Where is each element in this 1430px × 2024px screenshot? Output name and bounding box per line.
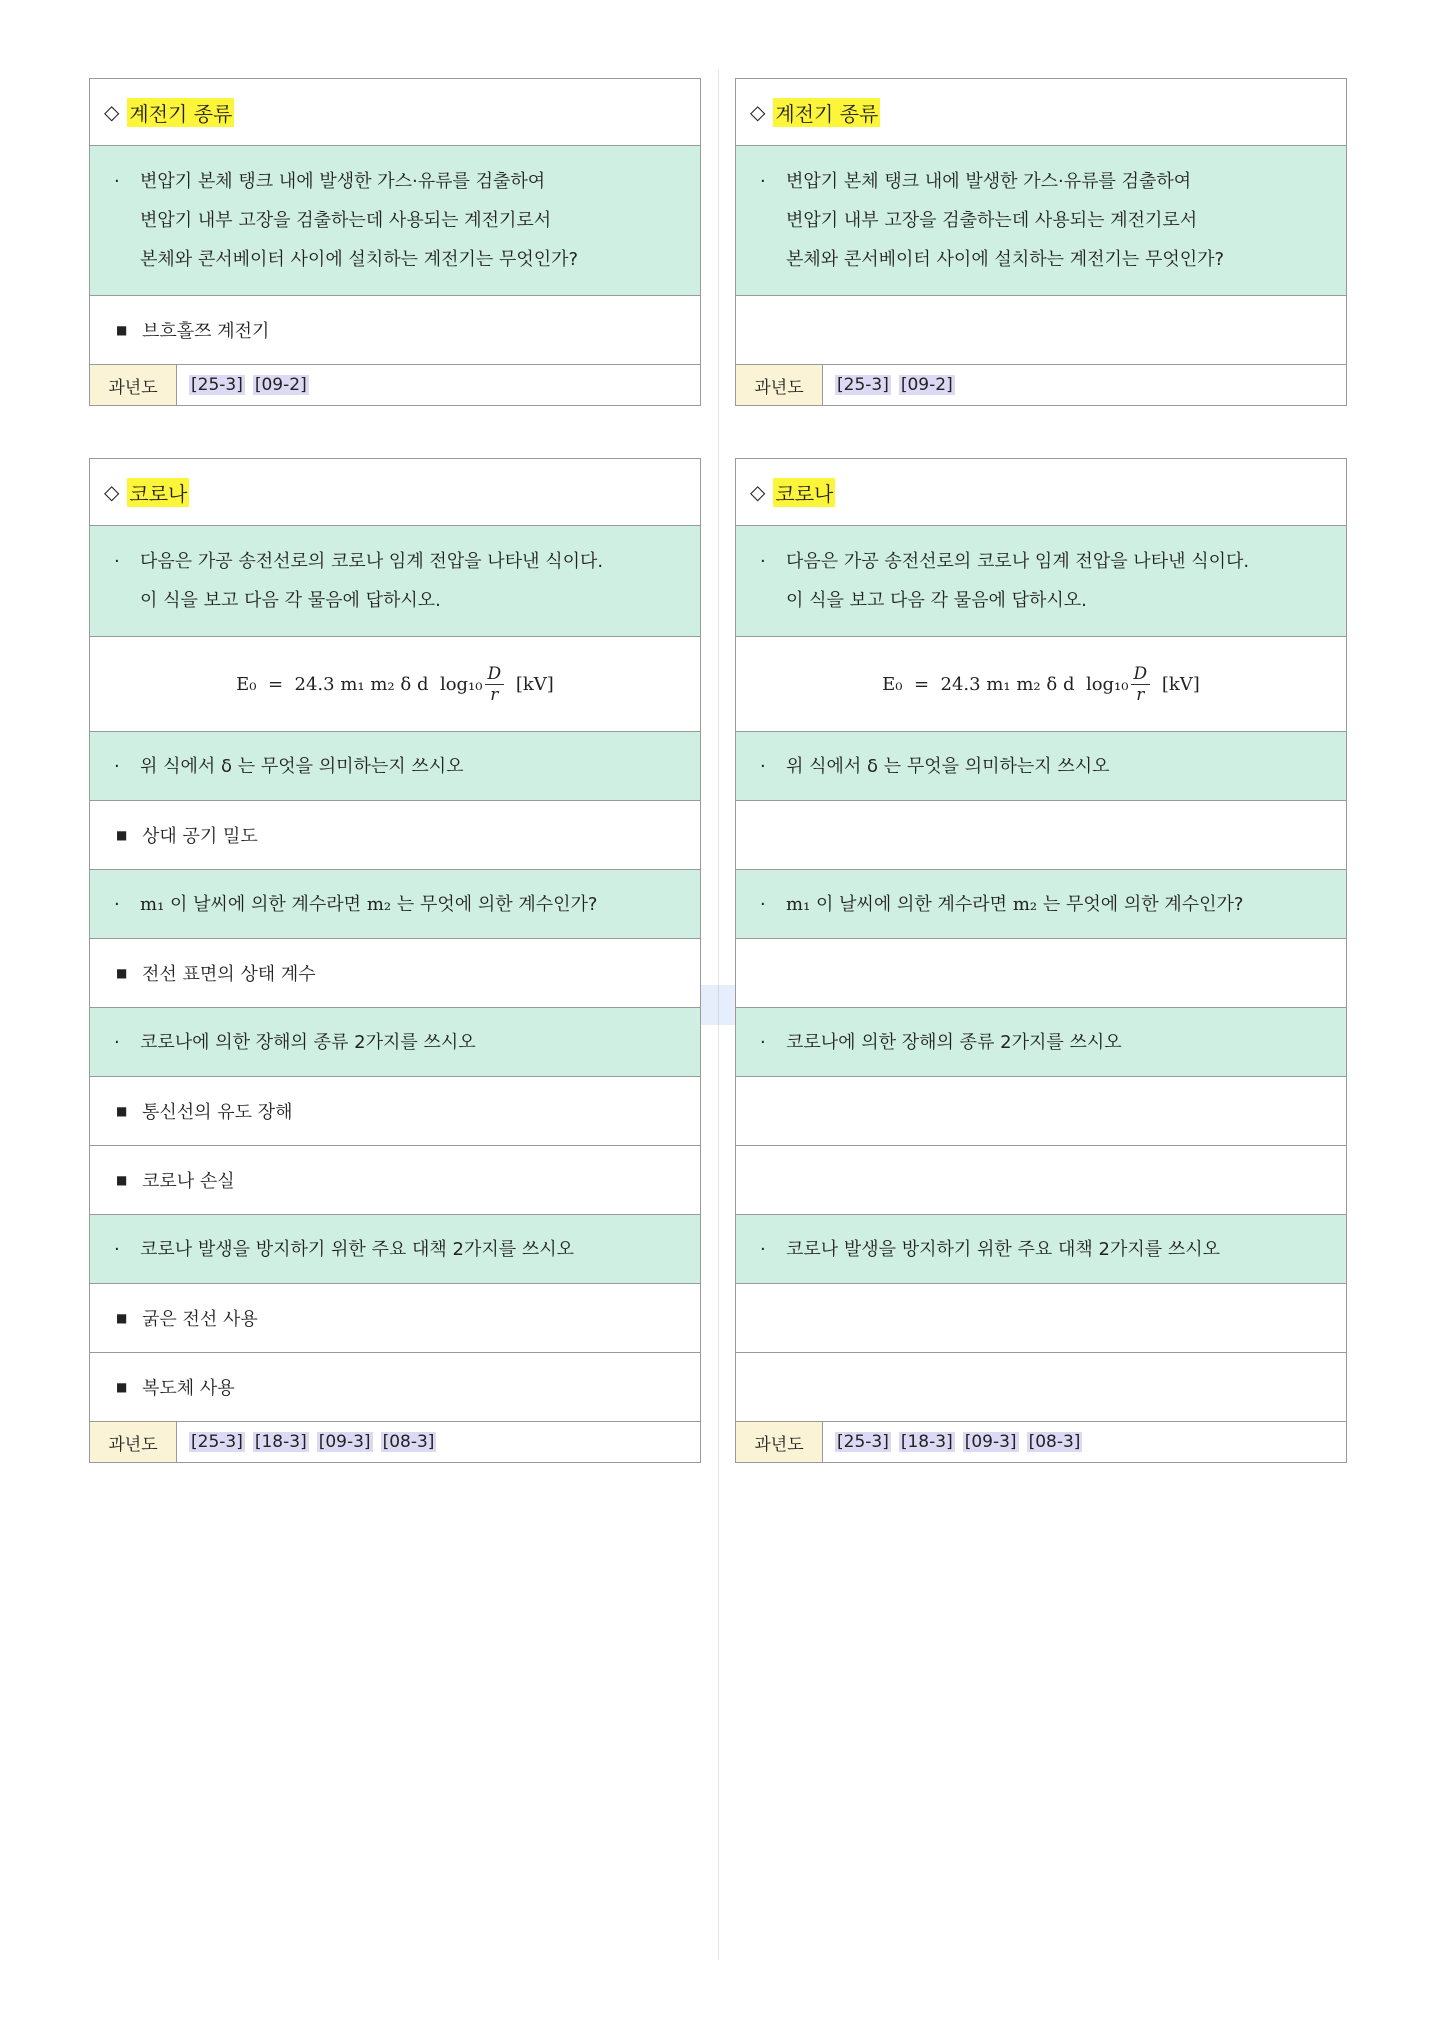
year-row	[90, 365, 700, 405]
year-tag: [09-3]	[964, 1432, 1017, 1452]
year-tag: [25-3]	[191, 375, 243, 395]
year-label: 과년도	[736, 1422, 823, 1462]
card-title-row	[90, 459, 700, 526]
answer-text: 복도체 사용	[142, 1378, 235, 1399]
question-row	[736, 870, 1346, 939]
card-title-row	[736, 459, 1346, 526]
formula-row	[736, 637, 1346, 732]
square-bullet-icon: ■	[116, 1104, 128, 1118]
question-text: 코로나 발생을 방지하기 위한 주요 대책 2가지를 쓰시오	[140, 1238, 575, 1260]
symbol-m1: m₁	[140, 893, 165, 915]
answer-text: 코로나 손실	[142, 1171, 235, 1192]
question-text: 는 무엇에 의한 계수인가?	[396, 893, 598, 915]
symbol-m2: m₂	[1012, 893, 1038, 915]
question-line: 변압기 본체 탱크 내에 발생한 가스·유류를 검출하여	[786, 171, 1192, 192]
bullet-dot-icon: ·	[760, 171, 766, 192]
bullet-dot-icon: ·	[114, 755, 120, 777]
formula-delta-d: δ d	[400, 673, 429, 695]
question-text: 코로나에 의한 장해의 종류 2가지를 쓰시오	[140, 1031, 476, 1053]
square-bullet-icon: ■	[116, 1173, 128, 1187]
question-row	[90, 146, 700, 296]
relay-card-blank	[735, 78, 1347, 406]
year-label: 과년도	[90, 365, 177, 405]
year-tag: [08-3]	[1028, 1432, 1081, 1452]
answer-row	[90, 1284, 700, 1353]
formula-fraction	[1131, 664, 1151, 705]
formula-m2: m₂	[370, 673, 395, 695]
symbol-m2: m₂	[366, 893, 392, 915]
question-line: 변압기 본체 탱크 내에 발생한 가스·유류를 검출하여	[140, 171, 546, 192]
answer-text: 통신선의 유도 장해	[142, 1102, 293, 1123]
question-line: 본체와 콘서베이터 사이에 설치하는 계전기는 무엇인가?	[140, 249, 579, 270]
square-bullet-icon: ■	[116, 1380, 128, 1394]
question-line: 본체와 콘서베이터 사이에 설치하는 계전기는 무엇인가?	[786, 249, 1225, 270]
fraction-numerator: D	[485, 664, 505, 685]
answer-row	[90, 801, 700, 870]
blank-answer-row	[736, 296, 1346, 365]
year-row	[736, 1422, 1346, 1462]
corona-card-blank	[735, 458, 1347, 1463]
answer-text: 전선 표면의 상태 계수	[142, 964, 316, 985]
question-row	[90, 1008, 700, 1077]
square-bullet-icon: ■	[116, 1311, 128, 1325]
formula-coef: 24.3	[940, 673, 981, 695]
question-text: 이 날씨에 의한 계수라면	[816, 893, 1008, 915]
bullet-dot-icon: ·	[114, 1031, 120, 1053]
formula-lhs: E₀	[236, 673, 257, 695]
question-line: 변압기 내부 고장을 검출하는데 사용되는 계전기로서	[140, 210, 552, 231]
card-title: 코로나	[127, 478, 189, 507]
right-column-blank	[735, 78, 1347, 1515]
bullet-dot-icon: ·	[760, 1031, 766, 1053]
answer-row	[90, 296, 700, 365]
square-bullet-icon: ■	[116, 323, 128, 337]
blank-answer-row	[736, 1284, 1346, 1353]
year-tag: [25-3]	[837, 1432, 889, 1452]
corona-card-answers	[89, 458, 701, 1463]
answer-row	[90, 1146, 700, 1215]
answer-text: 상대 공기 밀도	[142, 826, 258, 847]
year-tag: [18-3]	[254, 1432, 307, 1452]
answer-row	[90, 1077, 700, 1146]
year-tag: [09-3]	[318, 1432, 371, 1452]
formula-coef: 24.3	[294, 673, 335, 695]
year-tag: [09-2]	[900, 375, 953, 395]
bullet-dot-icon: ·	[760, 1238, 766, 1260]
fraction-numerator: D	[1131, 664, 1151, 685]
question-text: 코로나 발생을 방지하기 위한 주요 대책 2가지를 쓰시오	[786, 1238, 1221, 1260]
intro-line: 다음은 가공 송전선로의 코로나 임계 전압을 나타낸 식이다.	[140, 551, 604, 572]
formula-eq: =	[267, 673, 284, 695]
relay-card-answers	[89, 78, 701, 406]
formula-unit: [kV]	[515, 673, 554, 695]
question-row	[736, 1215, 1346, 1284]
left-column-answers	[89, 78, 701, 1515]
year-row	[736, 365, 1346, 405]
question-row	[90, 1215, 700, 1284]
fraction-denominator: r	[490, 684, 499, 705]
formula-row	[90, 637, 700, 732]
intro-line: 다음은 가공 송전선로의 코로나 임계 전압을 나타낸 식이다.	[786, 551, 1250, 572]
square-bullet-icon: ■	[116, 828, 128, 842]
question-text: 이 날씨에 의한 계수라면	[170, 893, 362, 915]
intro-line: 이 식을 보고 다음 각 물음에 답하시오.	[140, 590, 441, 611]
year-tag: [08-3]	[382, 1432, 435, 1452]
blank-answer-row	[736, 1077, 1346, 1146]
question-row	[90, 732, 700, 801]
blank-answer-row	[736, 801, 1346, 870]
formula-delta-d: δ d	[1046, 673, 1075, 695]
formula-m1: m₁	[340, 673, 365, 695]
year-tag: [25-3]	[837, 375, 889, 395]
bullet-dot-icon: ·	[114, 893, 120, 915]
bullet-dot-icon: ·	[760, 551, 766, 572]
year-row	[90, 1422, 700, 1462]
question-row	[736, 146, 1346, 296]
diamond-icon: ◇	[750, 480, 766, 504]
diamond-icon: ◇	[750, 100, 766, 124]
question-line: 변압기 내부 고장을 검출하는데 사용되는 계전기로서	[786, 210, 1198, 231]
formula-m2: m₂	[1016, 673, 1041, 695]
question-text: 위 식에서 δ 는 무엇을 의미하는지 쓰시오	[140, 755, 464, 777]
bullet-dot-icon: ·	[114, 1238, 120, 1260]
formula-unit: [kV]	[1161, 673, 1200, 695]
formula-m1: m₁	[986, 673, 1011, 695]
year-tag: [09-2]	[254, 375, 307, 395]
question-row	[90, 870, 700, 939]
year-tag: [18-3]	[900, 1432, 953, 1452]
symbol-m1: m₁	[786, 893, 811, 915]
formula-log: log₁₀	[1085, 673, 1129, 695]
question-text: 는 무엇에 의한 계수인가?	[1042, 893, 1244, 915]
blank-answer-row	[736, 939, 1346, 1008]
card-title: 계전기 종류	[773, 98, 880, 127]
card-title-row	[736, 79, 1346, 146]
answer-row	[90, 939, 700, 1008]
page-center-divider	[718, 70, 719, 1960]
question-row	[736, 1008, 1346, 1077]
square-bullet-icon: ■	[116, 966, 128, 980]
intro-line: 이 식을 보고 다음 각 물음에 답하시오.	[786, 590, 1087, 611]
fraction-denominator: r	[1136, 684, 1145, 705]
bullet-dot-icon: ·	[114, 171, 120, 192]
blank-answer-row	[736, 1353, 1346, 1422]
formula-fraction	[485, 664, 505, 705]
card-title: 계전기 종류	[127, 98, 234, 127]
blank-answer-row	[736, 1146, 1346, 1215]
formula-log: log₁₀	[439, 673, 483, 695]
year-label: 과년도	[90, 1422, 177, 1462]
bullet-dot-icon: ·	[760, 755, 766, 777]
intro-row	[90, 526, 700, 637]
year-tag: [25-3]	[191, 1432, 243, 1452]
question-row	[736, 732, 1346, 801]
answer-row	[90, 1353, 700, 1422]
question-text: 위 식에서 δ 는 무엇을 의미하는지 쓰시오	[786, 755, 1110, 777]
answer-text: 굵은 전선 사용	[142, 1309, 258, 1330]
bullet-dot-icon: ·	[114, 551, 120, 572]
diamond-icon: ◇	[104, 100, 120, 124]
answer-text: 브흐홀쯔 계전기	[142, 321, 270, 342]
formula-eq: =	[913, 673, 930, 695]
bullet-dot-icon: ·	[760, 893, 766, 915]
diamond-icon: ◇	[104, 480, 120, 504]
card-title: 코로나	[773, 478, 835, 507]
intro-row	[736, 526, 1346, 637]
question-text: 코로나에 의한 장해의 종류 2가지를 쓰시오	[786, 1031, 1122, 1053]
card-title-row	[90, 79, 700, 146]
formula-lhs: E₀	[882, 673, 903, 695]
year-label: 과년도	[736, 365, 823, 405]
